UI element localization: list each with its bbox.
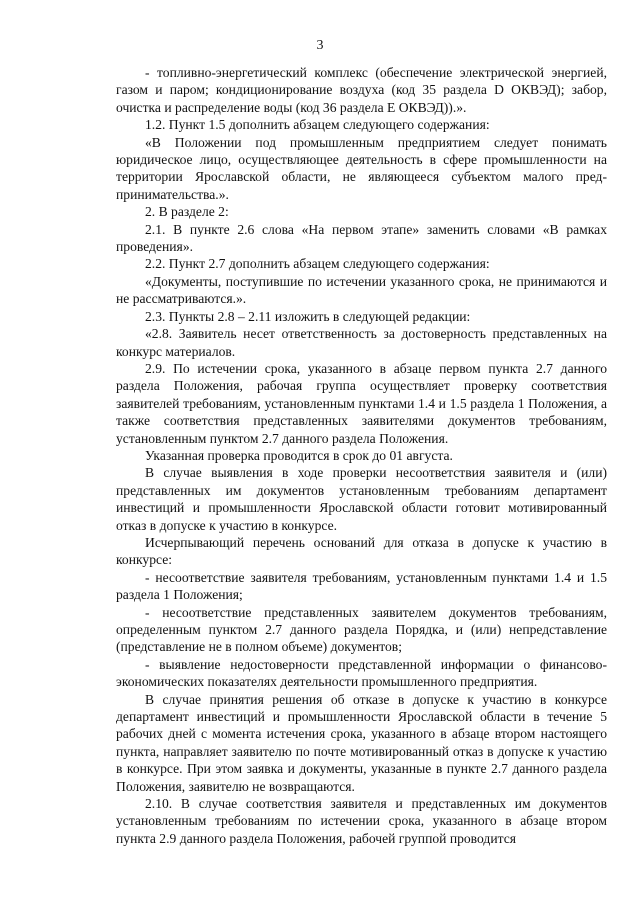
paragraph-1-2: 1.2. Пункт 1.5 дополнить абзацем следующего содержания: bbox=[145, 117, 490, 133]
list-item-ground-1: - несоответствие заявителя требованиям, установленным пунктами 1.4 и 1.5 раздела 1 Положения; bbox=[116, 569, 607, 603]
list-item-ground-3: - выявление недостоверности представленной информации о финансово-экономических показателях деятельности промышленного предприятия. bbox=[116, 656, 607, 690]
paragraph-2-10: 2.10. В случае соответствия заявителя и представленных им документов установленным требованиям по истечении срока, указанного в абзаце втором пункта 2.9 данного раздела Положения, рабочей группой проводится bbox=[116, 796, 607, 846]
paragraph-2-2: 2.2. Пункт 2.7 дополнить абзацем следующего содержания: bbox=[145, 256, 490, 272]
paragraph-refusal-grounds: Исчерпывающий перечень оснований для отказа в допуске к участию в конкурсе: bbox=[116, 534, 607, 568]
paragraph-2-8: «2.8. Заявитель несет ответственность за достоверность представленных на конкурс материалов. bbox=[116, 326, 607, 359]
paragraph-section-2: 2. В разделе 2: bbox=[145, 204, 229, 220]
list-item-ground-2: - несоответствие представленных заявителем документов требованиям, определенным пунктом 2.7 данного раздела Порядка, и (или) непредставление (представление не в полном объеме) документов; bbox=[116, 604, 607, 655]
paragraph-enterprise-definition: «В Положении под промышленным предприятием следует понимать юридическое лицо, осуществляющее деятельность в сфере промышленности на территории Ярославской области, не являющееся субъектом малого предпринимательства.». bbox=[116, 134, 607, 202]
paragraph-check-deadline: Указанная проверка проводится в срок до 01 августа. bbox=[145, 447, 453, 463]
paragraph-refusal-notice: В случае принятия решения об отказе в допуске к участию в конкурсе департамент инвестиций и промышленности Ярославской области в течение 5 рабочих дней с момента истечения срока, указанного в абзаце втором настоящего пункта, направляет заявителю по почте мотивированный отказ в допуске к участию в конкурсе. При этом заявка и документы, указанные в пункте 2.7 данного раздела Положения, заявителю не возвращаются. bbox=[116, 691, 607, 794]
paragraph-2-3: 2.3. Пункты 2.8 – 2.11 изложить в следующей редакции: bbox=[145, 308, 471, 324]
paragraph-mismatch-refusal: В случае выявления в ходе проверки несоответствия заявителя и (или) представленных им документов установленным требованиям департамент инвестиций и промышленности Ярославской области готовит мотивированный отказ в допуске к участию в конкурсе. bbox=[116, 465, 607, 533]
paragraph-fuel-energy-complex: - топливно-энергетический комплекс (обеспечение электрической энергией, газом и паром; кондиционирование воздуха (код 35 раздела D ОКВЭД); забор, очистка и распределение воды (код 36 раздела Е ОКВЭД)).». bbox=[116, 65, 607, 115]
page-number: 3 bbox=[316, 38, 324, 53]
document-body bbox=[116, 64, 607, 847]
paragraph-2-9: 2.9. По истечении срока, указанного в абзаце первом пункта 2.7 данного раздела Положения, рабочая группа осуществляет проверку соответствия заявителей требованиям, установленным пунктами 1.4 и 1.5 раздела 1 Положения, а также соответствия представленных заявителями документов требованиям, установленным пунктом 2.7 данного раздела Положения. bbox=[116, 360, 607, 446]
paragraph-late-documents: «Документы, поступившие по истечении указанного срока, не принимаются и не рассматриваются.». bbox=[116, 273, 607, 307]
paragraph-2-1: 2.1. В пункте 2.6 слова «На первом этапе» заменить словами «В рамках проведения». bbox=[116, 221, 607, 255]
